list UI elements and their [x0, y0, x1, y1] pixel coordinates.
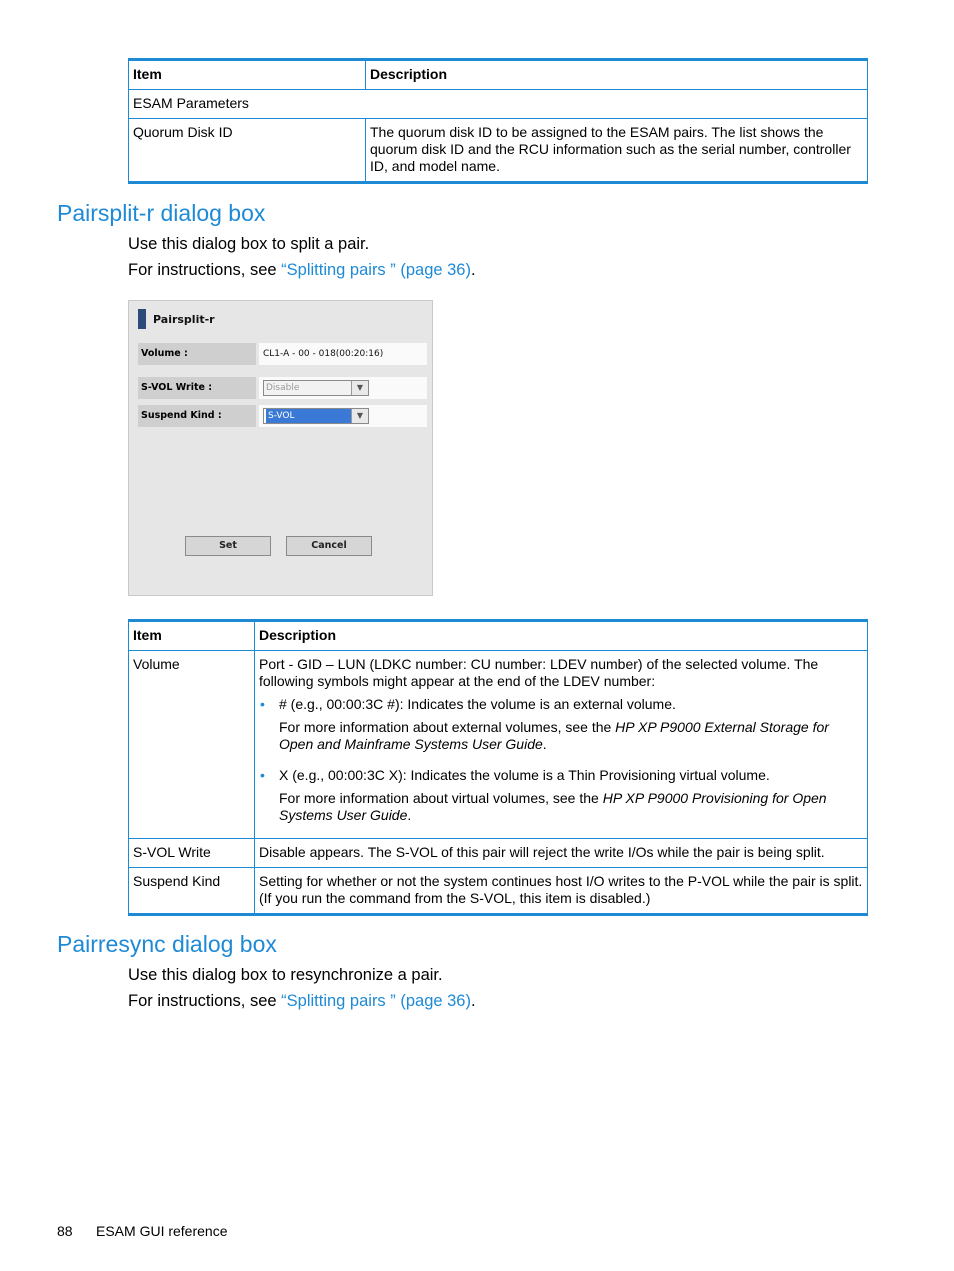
symbol-list	[259, 696, 863, 824]
bullet-icon: •	[260, 696, 265, 712]
volume-description: Port - GID – LUN (LDKC number: CU number: LDEV number) of the selected volume. The following symbols might appear at the end of the LDEV number:	[259, 656, 819, 689]
splitting-pairs-link[interactable]: “Splitting pairs ” (page 36)	[281, 261, 471, 279]
row-item: Quorum Disk ID	[129, 119, 366, 183]
table-pairsplit-items	[128, 619, 868, 916]
table-header-row	[129, 621, 868, 651]
note-suffix: .	[542, 736, 547, 752]
instructions-prefix: For instructions, see	[128, 261, 282, 279]
title-accent-bar	[138, 309, 146, 329]
table-header-row	[129, 60, 868, 90]
chevron-down-icon: ▼	[351, 409, 368, 423]
guide-title: HP XP P9000 Provisioning for Open Systems User Guide	[279, 790, 827, 823]
row-description: Disable appears. The S-VOL of this pair will reject the write I/Os while the pair is being split.	[255, 839, 868, 868]
table-row	[129, 90, 868, 119]
list-item	[260, 696, 863, 753]
splitting-pairs-link[interactable]: “Splitting pairs ” (page 36)	[281, 992, 471, 1010]
page-number: 88	[57, 1223, 73, 1239]
row-description: Setting for whether or not the system continues host I/O writes to the P-VOL while the pair is split. (If you run the command from the S-VOL, this item is disabled.)	[255, 868, 868, 915]
bullet-note	[279, 790, 863, 824]
section-intro: Use this dialog box to split a pair.	[128, 235, 370, 253]
svol-write-select[interactable]	[263, 380, 369, 396]
note-prefix: For more information about external volumes, see the	[279, 719, 616, 735]
section-intro: Use this dialog box to resynchronize a pair.	[128, 966, 443, 984]
cancel-button[interactable]: Cancel	[286, 536, 372, 556]
instructions-suffix: .	[470, 992, 476, 1010]
header-item: Item	[129, 621, 255, 651]
table-esam-parameters	[128, 58, 868, 184]
table-row	[129, 868, 868, 915]
instructions-suffix: .	[470, 261, 476, 279]
table-row	[129, 119, 868, 183]
table-row	[129, 651, 868, 839]
pairsplit-r-dialog	[128, 300, 433, 596]
set-button[interactable]: Set	[185, 536, 271, 556]
row-item: Volume	[129, 651, 255, 839]
bullet-note	[279, 719, 863, 753]
row-item: Suspend Kind	[129, 868, 255, 915]
header-description: Description	[366, 60, 868, 90]
row-description	[255, 651, 868, 839]
suspend-kind-select[interactable]	[263, 408, 369, 424]
header-description: Description	[255, 621, 868, 651]
note-prefix: For more information about virtual volumes, see the	[279, 790, 603, 806]
list-item	[260, 767, 863, 824]
row-item: ESAM Parameters	[129, 90, 868, 119]
section-title-pairresync: Pairresync dialog box	[57, 931, 277, 957]
section-instructions	[128, 260, 476, 280]
suspend-kind-label: Suspend Kind :	[138, 405, 256, 427]
chevron-down-icon: ▼	[351, 381, 368, 395]
bullet-icon: •	[260, 767, 265, 783]
section-instructions	[128, 991, 476, 1011]
row-item: S-VOL Write	[129, 839, 255, 868]
suspend-kind-value: S-VOL	[266, 409, 351, 423]
guide-title: HP XP P9000 External Storage for Open and Mainframe Systems User Guide	[279, 719, 829, 752]
svol-write-label: S-VOL Write :	[138, 377, 256, 399]
volume-label: Volume :	[138, 343, 256, 365]
table-row	[129, 839, 868, 868]
row-description: The quorum disk ID to be assigned to the ESAM pairs. The list shows the quorum disk ID and the RCU information such as the serial number, controller ID, and model name.	[366, 119, 868, 183]
volume-value: CL1-A - 00 - 018(00:20:16)	[259, 343, 427, 365]
section-title-pairsplit: Pairsplit-r dialog box	[57, 200, 266, 226]
header-item: Item	[129, 60, 366, 90]
bullet-text: # (e.g., 00:00:3C #): Indicates the volume is an external volume.	[279, 696, 676, 712]
dialog-title: Pairsplit-r	[153, 313, 215, 326]
note-suffix: .	[407, 807, 412, 823]
bullet-text: X (e.g., 00:00:3C X): Indicates the volume is a Thin Provisioning virtual volume.	[279, 767, 770, 783]
footer-title: ESAM GUI reference	[96, 1223, 228, 1239]
svol-write-value: Disable	[266, 383, 300, 393]
instructions-prefix: For instructions, see	[128, 992, 282, 1010]
